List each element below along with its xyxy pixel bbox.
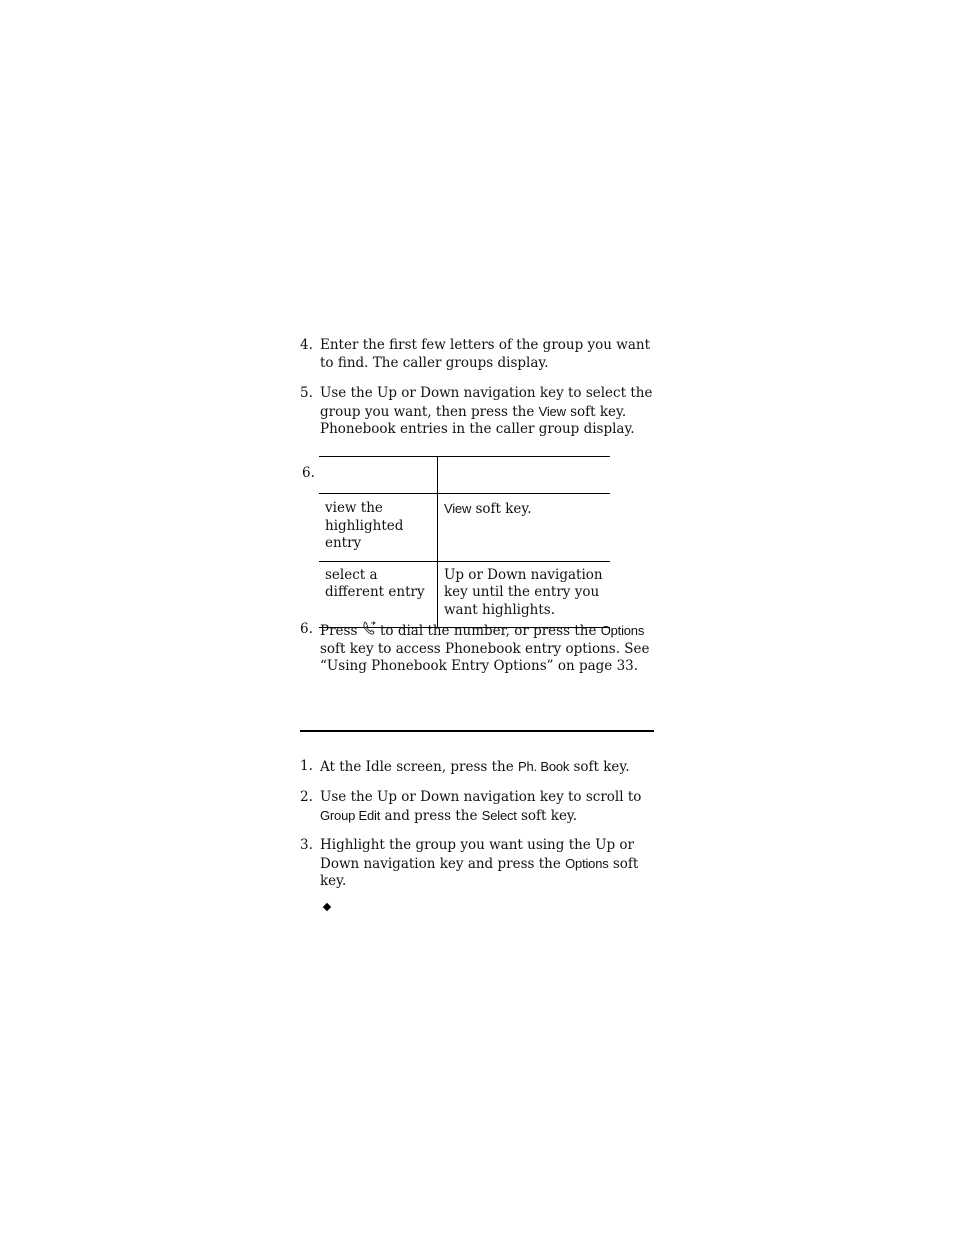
section-divider bbox=[300, 730, 654, 732]
step-text: Press to dial the number, or press the Options soft key to access Phonebook entry options. See “Using Phonebook Entry Options” on page 33. bbox=[320, 623, 650, 674]
bullet-icon bbox=[323, 903, 331, 911]
soft-key-label: Ph. Book bbox=[518, 759, 570, 774]
soft-key-label: View bbox=[538, 403, 566, 419]
table-row bbox=[319, 561, 610, 628]
table-cell-result: Up or Down navigation key until the entry you want highlights. bbox=[438, 561, 611, 628]
soft-key-label: Select bbox=[481, 807, 517, 823]
step-number: 4. bbox=[300, 337, 313, 353]
table-cell-action: view the highlighted entry bbox=[319, 494, 438, 562]
table-header-cell bbox=[438, 457, 611, 494]
table-cell-action: select a different entry bbox=[319, 561, 438, 628]
step-text: Highlight the group you want using the Up or Down navigation key and press the Options soft key. bbox=[320, 837, 639, 889]
action-table bbox=[319, 456, 610, 628]
talk-key-icon bbox=[362, 621, 376, 637]
table-row bbox=[319, 494, 610, 562]
table-step-number: 6. bbox=[302, 465, 315, 481]
step-text: Use the Up or Down navigation key to scroll to Group Edit and press the Select soft key. bbox=[320, 789, 642, 824]
table-header-cell bbox=[319, 457, 438, 494]
step-number: 1. bbox=[300, 758, 313, 774]
step-text: Use the Up or Down navigation key to select the group you want, then press the View soft key. Phonebook entries in the caller group display. bbox=[320, 385, 653, 437]
step-number: 2. bbox=[300, 789, 313, 805]
table-header-row bbox=[319, 457, 610, 494]
menu-item-label: Group Edit bbox=[320, 807, 381, 823]
soft-key-label: Options bbox=[600, 623, 645, 638]
step-number: 5. bbox=[300, 385, 313, 401]
step-number: 6. bbox=[300, 621, 313, 637]
soft-key-label: View bbox=[444, 501, 472, 516]
step-number: 3. bbox=[300, 837, 313, 853]
step-text: Enter the first few letters of the group you want to find. The caller groups display. bbox=[320, 337, 650, 371]
table-cell-result: View soft key. bbox=[438, 494, 611, 562]
soft-key-label: Options bbox=[565, 855, 609, 871]
step-text: At the Idle screen, press the Ph. Book soft key. bbox=[320, 759, 630, 775]
